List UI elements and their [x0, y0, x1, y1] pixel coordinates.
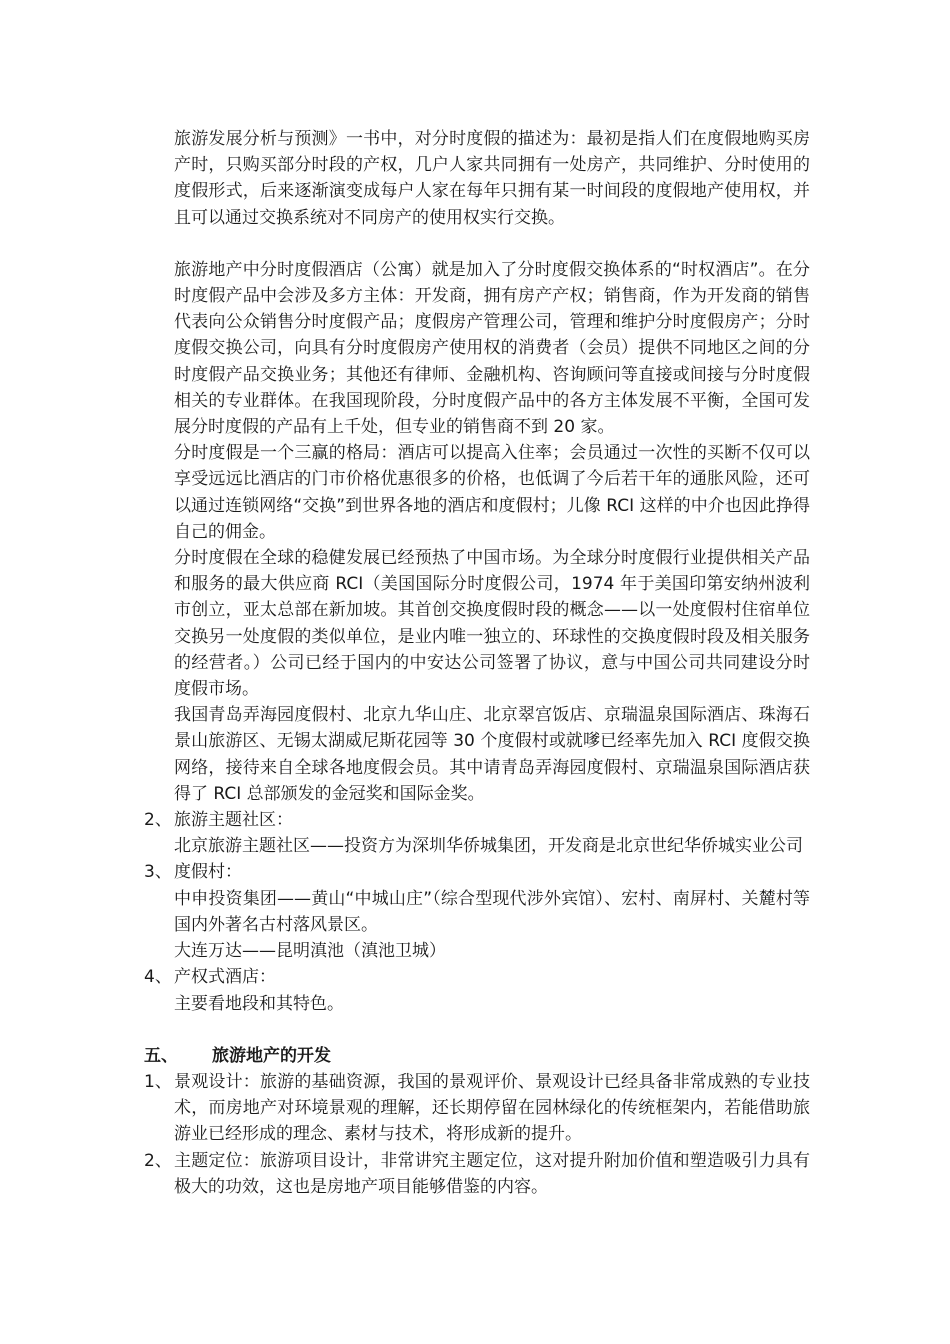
list-item-body: 大连万达——昆明滇池（滇池卫城） [174, 941, 446, 962]
list-item-resort [144, 859, 810, 964]
list-item-body: 主要看地段和其特色。 [174, 993, 344, 1014]
paragraph-domestic-resorts: 我国青岛弄海园度假村、北京九华山庄、北京翠宫饭店、京瑞温泉国际酒店、珠海石景山旅游区、无锡太湖威尼斯花园等 30 个度假村或就嗲已经率先加入 RCI 度假交换网络，接待来自全球各地度假会员。其中请青岛弄海园度假村、京瑞温泉国际酒店获得了 RCI 总部颁发的金冠奖和国际金奖。 [174, 705, 810, 804]
list-number: 4、 [144, 967, 172, 988]
list-item-title: 产权式酒店： [174, 967, 276, 988]
list-item-text: 主题定位：旅游项目设计，非常讲究主题定位，这对提升附加价值和塑造吸引力具有极大的功效，这也是房地产项目能够借鉴的内容。 [174, 1150, 810, 1197]
list-item-text: 景观设计：旅游的基础资源，我国的景观评价、景观设计已经具备非常成熟的专业技术，而房地产对环境景观的理解，还长期停留在园林绿化的传统框架内，若能借助旅游业已经形成的理念、素材与技术，将形成新的提升。 [174, 1071, 810, 1145]
paragraph-timeshare-hotel: 旅游地产中分时度假酒店（公寓）就是加入了分时度假交换体系的“时权酒店”。在分时度假产品中会涉及多方主体：开发商，拥有房产产权；销售商，作为开发商的销售代表向公众销售分时度假产品；度假房产管理公司，管理和维护分时度假房产；分时度假交换公司，向具有分时度假房产使用权的消费者（会员）提供不同地区之间的分时度假产品交换业务；其他还有律师、金融机构、咨询顾问等直接或间接与分时度假相关的专业群体。在我国现阶段，分时度假产品中的各方主体发展不平衡，全国可发展分时度假的产品有上千处，但专业的销售商不到 20 家。 [174, 259, 810, 438]
list-item-landscape-design [144, 1069, 810, 1148]
list-item-property-hotel [144, 964, 810, 1016]
paragraph-rci: 分时度假在全球的稳健发展已经预热了中国市场。为全球分时度假行业提供相关产品和服务的最大供应商 RCI（美国国际分时度假公司，1974 年于美国印第安纳州波利市创立，亚太总部在新加坡。其首创交换度假时段的概念——以一处度假村住宿单位交换另一处度假的类似单位，是业内唯一独立的、环球性的交换度假时段及相关服务的经营者。）公司已经于国内的中安达公司签署了协议，意与中国公司共同建设分时度假市场。 [174, 548, 810, 700]
section-heading [144, 1043, 810, 1069]
list-number: 2、 [144, 1150, 172, 1171]
document-body [144, 126, 810, 1200]
section-title: 旅游地产的开发 [212, 1045, 331, 1066]
list-item-title: 旅游主题社区： [174, 810, 293, 831]
paragraph-win-win: 分时度假是一个三赢的格局：酒店可以提高入住率；会员通过一次性的买断不仅可以享受远远比酒店的门市价格优惠很多的价格，也低调了今后若干年的通胀风险，还可以通过连锁网络“交换”到世界各地的酒店和度假村；儿像 RCI 这样的中介也因此挣得自己的佣金。 [174, 443, 810, 542]
section-number: 五、 [144, 1045, 178, 1066]
list-number: 3、 [144, 862, 172, 883]
list-number: 1、 [144, 1071, 172, 1092]
list-item-theme-community [144, 807, 810, 859]
list-item-body: 北京旅游主题社区——投资方为深圳华侨城集团，开发商是北京世纪华侨城实业公司 [174, 836, 803, 857]
list-number: 2、 [144, 810, 172, 831]
list-item-theme-positioning [144, 1148, 810, 1200]
list-item-title: 度假村： [174, 862, 242, 883]
list-item-body: 中申投资集团——黄山“中城山庄”（综合型现代涉外宾馆）、宏村、南屏村、关麓村等国内外著名古村落风景区。 [174, 888, 810, 935]
paragraph-spacer [174, 231, 810, 257]
paragraph-timeshare-definition: 旅游发展分析与预测》一书中，对分时度假的描述为：最初是指人们在度假地购买房产时，只购买部分时段的产权，几户人家共同拥有一处房产，共同维护、分时使用的度假形式，后来逐渐演变成每户人家在每年只拥有某一时间段的度假地产使用权，并且可以通过交换系统对不同房产的使用权实行交换。 [174, 129, 810, 228]
